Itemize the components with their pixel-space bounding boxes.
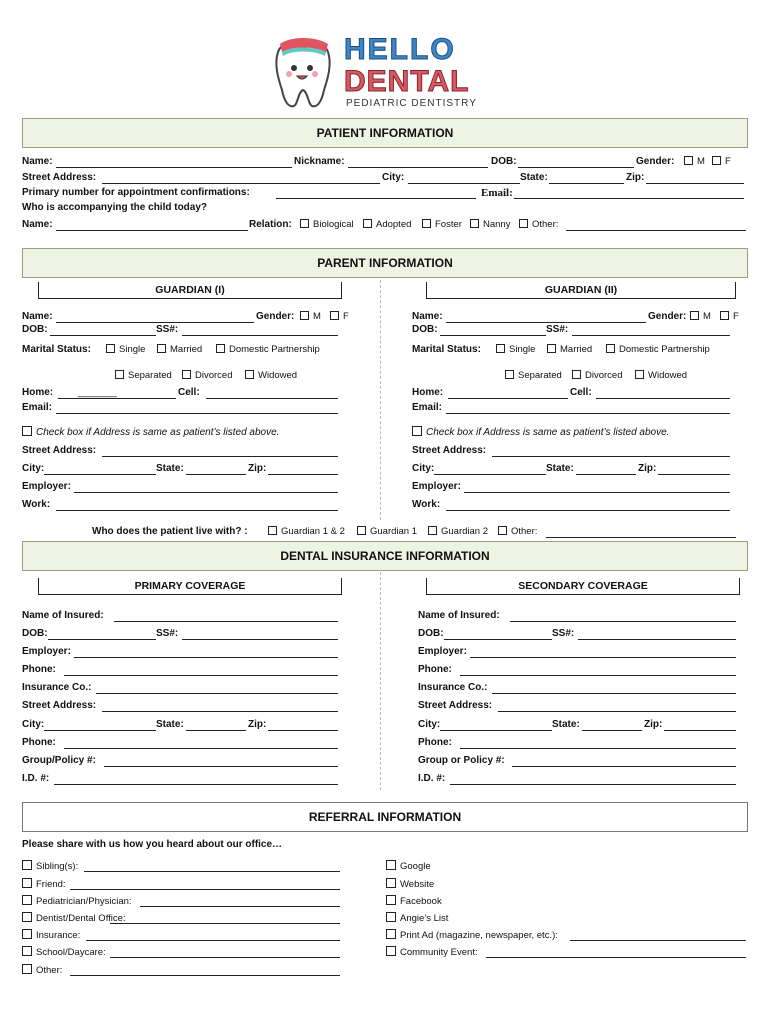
g1-employer-field[interactable] [74, 492, 338, 493]
referral-left-option[interactable] [22, 946, 106, 959]
s-zip-field[interactable] [664, 730, 736, 731]
g2-name-field[interactable] [446, 322, 646, 323]
g1-ss-label: SS#: [156, 324, 179, 335]
g1-cell-label: Cell: [178, 387, 200, 398]
patient-dob-label: DOB: [491, 156, 517, 167]
patient-gender-label: Gender: [636, 156, 675, 167]
s-phone-field[interactable] [460, 675, 736, 676]
referral-left-option[interactable] [22, 964, 62, 977]
accompany-label: Who is accompanying the child today? [22, 202, 208, 213]
checkbox-icon [386, 912, 396, 922]
g2-employer-label: Employer: [412, 481, 461, 492]
patient-state-label: State: [520, 172, 548, 183]
g2-city-field[interactable] [434, 474, 546, 475]
p-phone2-field[interactable] [64, 748, 338, 749]
checkbox-icon [157, 344, 166, 353]
checkbox-icon [22, 860, 32, 870]
g1-name-label: Name: [22, 311, 53, 322]
g2-marital-married[interactable]: Married [547, 344, 592, 356]
g1-zip-label: Zip: [248, 463, 267, 474]
patient-zip-field[interactable] [646, 183, 744, 184]
s-insco-label: Insurance Co.: [418, 682, 488, 693]
checkbox-icon [386, 929, 396, 939]
referral-right-option[interactable] [386, 929, 558, 942]
s-dob-field[interactable] [444, 639, 552, 640]
g1-ss-field[interactable] [182, 335, 338, 336]
g2-name-label: Name: [412, 311, 443, 322]
s-phone2-label: Phone: [418, 737, 452, 748]
accompany-name-field[interactable] [56, 230, 248, 231]
p-zip-label: Zip: [248, 719, 267, 730]
patient-street-label: Street Address: [22, 172, 97, 183]
g1-marital-divorced[interactable]: Divorced [182, 370, 233, 382]
referral-option-label: Friend: [36, 879, 66, 890]
s-insco-field[interactable] [492, 693, 736, 694]
patient-state-field[interactable] [549, 183, 624, 184]
relation-foster[interactable]: Foster [422, 219, 462, 231]
referral-option-label: Insurance: [36, 930, 81, 941]
g2-state-field[interactable] [576, 474, 636, 475]
s-name-insured-label: Name of Insured: [418, 610, 500, 621]
g2-marital-label: Marital Status: [412, 344, 481, 355]
live-with-other-field[interactable] [546, 537, 736, 538]
p-zip-field[interactable] [268, 730, 338, 731]
g2-state-label: State: [546, 463, 574, 474]
g2-gender-f[interactable]: F [720, 311, 739, 323]
checkbox-icon [690, 311, 699, 320]
referral-option-label: School/Daycare: [36, 947, 106, 958]
referral-left-field[interactable] [84, 871, 340, 872]
g1-email-label: Email: [22, 402, 53, 413]
s-state-field[interactable] [582, 730, 642, 731]
s-group-label: Group or Policy #: [418, 755, 505, 766]
referral-option-label: Dentist/Dental Office: [36, 913, 126, 924]
g2-dob-label: DOB: [412, 324, 438, 335]
logo [270, 32, 480, 112]
patient-email-label: Email: [481, 187, 513, 199]
referral-prompt: Please share with us how you heard about our office… [22, 839, 283, 850]
g2-email-field[interactable] [446, 413, 730, 414]
g1-employer-label: Employer: [22, 481, 71, 492]
patient-zip-label: Zip: [626, 172, 645, 183]
checkbox-icon [22, 878, 32, 888]
live-with-both[interactable]: Guardian 1 & 2 [268, 526, 345, 538]
g1-home-field[interactable] [58, 398, 176, 399]
checkbox-icon [412, 426, 422, 436]
g2-cell-field[interactable] [596, 398, 730, 399]
checkbox-icon [386, 895, 396, 905]
checkbox-icon [22, 946, 32, 956]
patient-street-field[interactable] [102, 183, 380, 184]
p-phone-label: Phone: [22, 664, 56, 675]
patient-name-label: Name: [22, 156, 53, 167]
p-group-field[interactable] [104, 766, 338, 767]
g1-gender-label: Gender: [256, 311, 295, 322]
referral-option-label: Google [400, 861, 431, 872]
g1-city-label: City: [22, 463, 45, 474]
referral-option-label: Pediatrician/Physician: [36, 896, 132, 907]
guardian-2-heading: GUARDIAN (II) [426, 282, 736, 299]
patient-email-field[interactable] [514, 198, 744, 199]
referral-left-field[interactable] [86, 940, 340, 941]
p-employer-field[interactable] [74, 657, 338, 658]
referral-left-field[interactable] [110, 923, 340, 924]
checkbox-icon [330, 311, 339, 320]
referral-left-option[interactable] [22, 929, 80, 942]
checkbox-icon [428, 526, 437, 535]
s-phone-label: Phone: [418, 664, 452, 675]
referral-left-field[interactable] [70, 889, 340, 890]
referral-left-option[interactable] [22, 878, 66, 891]
checkbox-icon [357, 526, 366, 535]
checkbox-icon [720, 311, 729, 320]
checkbox-icon [22, 912, 32, 922]
s-phone2-field[interactable] [460, 748, 736, 749]
relation-other-field[interactable] [566, 230, 746, 231]
s-employer-label: Employer: [418, 646, 467, 657]
referral-right-option[interactable] [386, 946, 478, 959]
g2-ss-label: SS#: [546, 324, 569, 335]
referral-right-option[interactable] [386, 878, 434, 891]
g2-home-label: Home: [412, 387, 444, 398]
referral-left-field[interactable] [140, 906, 340, 907]
g1-home-blank: _______ [77, 387, 117, 398]
relation-biological[interactable]: Biological [300, 219, 354, 231]
p-name-insured-field[interactable] [114, 621, 338, 622]
p-city-label: City: [22, 719, 45, 730]
g2-marital-domestic[interactable]: Domestic Partnership [606, 344, 710, 356]
checkbox-icon [505, 370, 514, 379]
checkbox-icon [712, 156, 721, 165]
g2-email-label: Email: [412, 402, 443, 413]
referral-option-label: Other: [36, 965, 63, 976]
parent-info-banner: PARENT INFORMATION [22, 248, 748, 278]
p-name-insured-label: Name of Insured: [22, 610, 104, 621]
logo-tagline: PEDIATRIC DENTISTRY [346, 98, 477, 109]
g1-gender-m[interactable]: M [300, 311, 321, 323]
checkbox-icon [606, 344, 615, 353]
g1-state-field[interactable] [186, 474, 246, 475]
patient-gender-m[interactable]: M [684, 156, 705, 168]
p-group-label: Group/Policy #: [22, 755, 96, 766]
s-id-field[interactable] [450, 784, 736, 785]
s-street-field[interactable] [498, 711, 736, 712]
checkbox-icon [635, 370, 644, 379]
referral-left-option[interactable] [22, 860, 78, 873]
g1-work-label: Work: [22, 499, 51, 510]
g2-zip-field[interactable] [658, 474, 730, 475]
g1-state-label: State: [156, 463, 184, 474]
primary-coverage-heading: PRIMARY COVERAGE [38, 578, 342, 595]
referral-option-label: Website [400, 879, 435, 890]
p-insco-field[interactable] [96, 693, 338, 694]
checkbox-icon [498, 526, 507, 535]
g2-street-label: Street Address: [412, 445, 487, 456]
s-street-label: Street Address: [418, 700, 493, 711]
g2-work-label: Work: [412, 499, 441, 510]
s-employer-field[interactable] [470, 657, 736, 658]
g2-employer-field[interactable] [464, 492, 730, 493]
g1-marital-label: Marital Status: [22, 344, 91, 355]
s-group-field[interactable] [512, 766, 736, 767]
g2-zip-label: Zip: [638, 463, 657, 474]
referral-right-option[interactable] [386, 895, 442, 908]
checkbox-icon [22, 895, 32, 905]
p-id-label: I.D. #: [22, 773, 50, 784]
p-dob-label: DOB: [22, 628, 48, 639]
g2-marital-widowed[interactable]: Widowed [635, 370, 687, 382]
g1-cell-field[interactable] [206, 398, 338, 399]
referral-left-option[interactable] [22, 895, 132, 908]
patient-info-banner: PATIENT INFORMATION [22, 118, 748, 148]
p-ss-field[interactable] [182, 639, 338, 640]
g1-dob-label: DOB: [22, 324, 48, 335]
checkbox-icon [268, 526, 277, 535]
p-phone2-label: Phone: [22, 737, 56, 748]
checkbox-icon [182, 370, 191, 379]
g1-zip-field[interactable] [268, 474, 338, 475]
checkbox-icon [470, 219, 479, 228]
live-with-label: Who does the patient live with? : [92, 526, 248, 537]
checkbox-icon [245, 370, 254, 379]
referral-option-label: Print Ad (magazine, newspaper, etc.): [400, 930, 558, 941]
live-with-g1[interactable]: Guardian 1 [357, 526, 417, 538]
g2-dob-field[interactable] [440, 335, 546, 336]
referral-banner: REFERRAL INFORMATION [22, 802, 748, 832]
checkbox-icon [22, 426, 32, 436]
checkbox-icon [386, 860, 396, 870]
checkbox-icon [22, 964, 32, 974]
s-id-label: I.D. #: [418, 773, 446, 784]
g1-work-field[interactable] [56, 510, 338, 511]
guardian-1-heading: GUARDIAN (I) [38, 282, 342, 299]
referral-option-label: Angie’s List [400, 913, 449, 924]
patient-name-field[interactable] [56, 167, 292, 168]
g2-marital-single[interactable]: Single [496, 344, 535, 356]
g1-marital-widowed[interactable]: Widowed [245, 370, 297, 382]
checkbox-icon [115, 370, 124, 379]
primary-number-label: Primary number for appointment confirmations: [22, 187, 250, 198]
p-dob-field[interactable] [48, 639, 156, 640]
relation-nanny[interactable]: Nanny [470, 219, 510, 231]
primary-number-field[interactable] [276, 198, 476, 199]
checkbox-icon [300, 219, 309, 228]
checkbox-icon [386, 878, 396, 888]
g2-marital-divorced[interactable]: Divorced [572, 370, 623, 382]
p-city-field[interactable] [44, 730, 156, 731]
referral-left-field[interactable] [110, 957, 340, 958]
relation-label: Relation: [249, 219, 292, 230]
patient-city-label: City: [382, 172, 405, 183]
p-state-label: State: [156, 719, 184, 730]
g2-marital-separated[interactable]: Separated [505, 370, 562, 382]
logo-hello: HELLO [344, 33, 456, 66]
insurance-banner: DENTAL INSURANCE INFORMATION [22, 541, 748, 571]
s-dob-label: DOB: [418, 628, 444, 639]
checkbox-icon [684, 156, 693, 165]
g2-gender-m[interactable]: M [690, 311, 711, 323]
g1-home-label: Home: _______ [22, 387, 117, 398]
g2-home-field[interactable] [448, 398, 568, 399]
p-phone-field[interactable] [64, 675, 338, 676]
checkbox-icon [216, 344, 225, 353]
checkbox-icon [547, 344, 556, 353]
g2-same-address[interactable]: Check box if Address is same as patient’s listed above. [412, 426, 669, 439]
referral-option-label: Community Event: [400, 947, 478, 958]
checkbox-icon [300, 311, 309, 320]
g2-gender-label: Gender: [648, 311, 687, 322]
g1-marital-domestic[interactable]: Domestic Partnership [216, 344, 320, 356]
s-city-field[interactable] [440, 730, 552, 731]
g1-same-address[interactable]: Check box if Address is same as patient’s listed above. [22, 426, 279, 439]
referral-right-option[interactable] [386, 860, 431, 873]
g1-dob-field[interactable] [50, 335, 156, 336]
g2-cell-label: Cell: [570, 387, 592, 398]
insurance-column-divider [380, 572, 381, 790]
checkbox-icon [386, 946, 396, 956]
checkbox-icon [519, 219, 528, 228]
live-with-g2[interactable]: Guardian 2 [428, 526, 488, 538]
p-insco-label: Insurance Co.: [22, 682, 92, 693]
g1-marital-married[interactable]: Married [157, 344, 202, 356]
p-street-field[interactable] [102, 711, 338, 712]
g1-city-field[interactable] [44, 474, 156, 475]
p-street-label: Street Address: [22, 700, 97, 711]
referral-right-field[interactable] [486, 957, 746, 958]
g2-work-field[interactable] [446, 510, 730, 511]
g2-ss-field[interactable] [572, 335, 730, 336]
checkbox-icon [422, 219, 431, 228]
referral-option-label: Facebook [400, 896, 442, 907]
p-employer-label: Employer: [22, 646, 71, 657]
s-state-label: State: [552, 719, 580, 730]
s-ss-label: SS#: [552, 628, 575, 639]
patient-nickname-field[interactable] [348, 167, 488, 168]
patient-nickname-label: Nickname: [294, 156, 345, 167]
relation-adopted[interactable]: Adopted [363, 219, 411, 231]
checkbox-icon [106, 344, 115, 353]
checkbox-icon [363, 219, 372, 228]
s-city-label: City: [418, 719, 441, 730]
s-ss-field[interactable] [578, 639, 736, 640]
tooth-mascot-icon [270, 34, 336, 110]
p-id-field[interactable] [54, 784, 338, 785]
patient-dob-field[interactable] [518, 167, 634, 168]
checkbox-icon [22, 929, 32, 939]
p-ss-label: SS#: [156, 628, 179, 639]
g1-name-field[interactable] [56, 322, 254, 323]
g1-gender-f[interactable]: F [330, 311, 349, 323]
patient-gender-f[interactable]: F [712, 156, 731, 168]
referral-left-field[interactable] [70, 975, 340, 976]
g1-street-label: Street Address: [22, 445, 97, 456]
live-with-other[interactable]: Other: [498, 526, 537, 538]
s-name-insured-field[interactable] [510, 621, 736, 622]
s-zip-label: Zip: [644, 719, 663, 730]
g1-email-field[interactable] [56, 413, 338, 414]
checkbox-icon [572, 370, 581, 379]
referral-right-option[interactable] [386, 912, 448, 925]
g1-marital-separated[interactable]: Separated [115, 370, 172, 382]
referral-option-label: Sibling(s): [36, 861, 79, 872]
patient-city-field[interactable] [408, 183, 520, 184]
relation-other[interactable]: Other: [519, 219, 558, 231]
p-state-field[interactable] [186, 730, 246, 731]
g1-marital-single[interactable]: Single [106, 344, 145, 356]
logo-dental: DENTAL [344, 65, 470, 98]
referral-right-field[interactable] [570, 940, 746, 941]
checkbox-icon [496, 344, 505, 353]
g2-city-label: City: [412, 463, 435, 474]
g2-street-field[interactable] [492, 456, 730, 457]
g1-street-field[interactable] [102, 456, 338, 457]
column-divider [380, 280, 381, 520]
secondary-coverage-heading: SECONDARY COVERAGE [426, 578, 740, 595]
accompany-name-label: Name: [22, 219, 53, 230]
